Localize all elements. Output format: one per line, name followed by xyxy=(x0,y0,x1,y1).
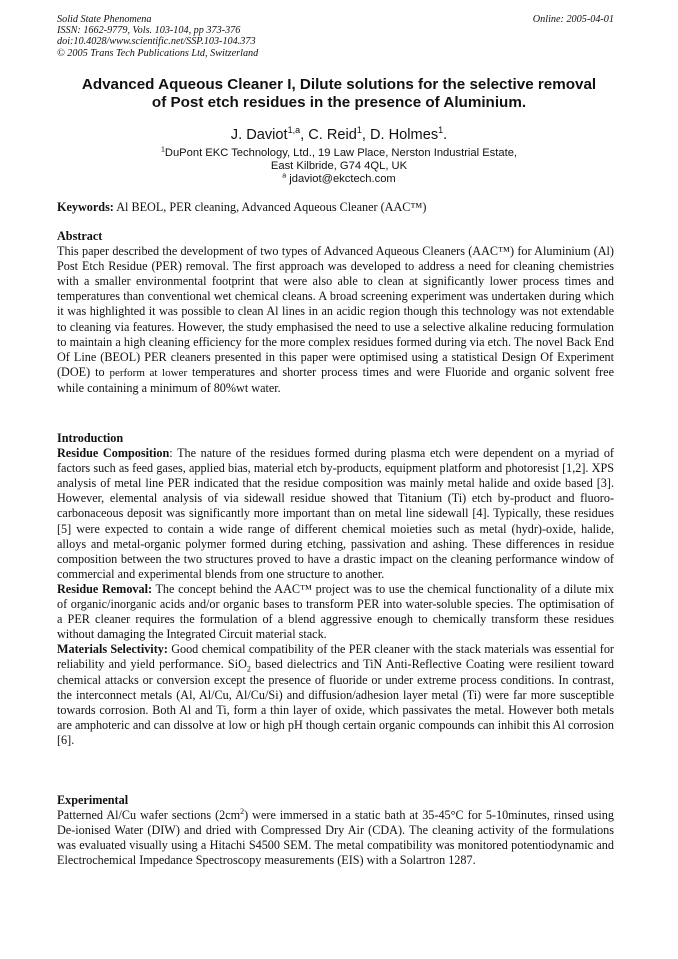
introduction-heading: Introduction xyxy=(57,431,124,445)
keywords-text: Al BEOL, PER cleaning, Advanced Aqueous Cleaner (AAC™) xyxy=(113,200,427,214)
affiliation xyxy=(40,147,638,187)
author-2: , C. Reid xyxy=(300,127,357,143)
online-date: Online: 2005-04-01 xyxy=(532,14,614,25)
journal-header xyxy=(57,14,457,59)
author-email xyxy=(40,173,638,186)
title-line-2: of Post etch residues in the presence of Aluminium. xyxy=(151,94,527,111)
keywords-label: Keywords: xyxy=(57,200,114,214)
abstract-heading: Abstract xyxy=(57,229,103,243)
residue-composition-heading: Residue Composition xyxy=(57,446,170,461)
email-address[interactable]: jdaviot@ekctech.com xyxy=(286,173,396,186)
author-3: , D. Holmes xyxy=(361,127,439,143)
experimental-paragraph: Patterned Al/Cu wafer sections $(2cm^2)$ were immersed in a static bath at 35-45°C for 5-10minutes, rinsed using De-ionised Water (DIW) and dried with Compressed Dry Air (CDA). The cleaning activity of the formulations was evaluated visually using a Hitachi S4500 SEM. The metal compatibility was monitored potentiodynamic and Electrochemical Impedance Spectroscopy measurements (EIS) with a Solartron 1287. xyxy=(57,807,614,868)
affiliation-mark: 1 xyxy=(160,146,165,154)
author-1-affil-mark: 1,a xyxy=(287,125,301,136)
paper-title xyxy=(40,76,638,112)
residue-composition-paragraph: Residue Composition: The nature of the residues formed during plasma etch were dependent on a myriad of factors such as feed gases, applied bias, material etch by-products, equipment platform and photoresist [1,2]. XPS analysis of metal line PER indicated that the residue composition was mainly metal halide and oxide based [3]. However, elemental analysis of via sidewall residue showed that Titanium (Ti) etch by-product and fluoro-carbonaceous deposit was significantly more important than on metal line sidewall [4]. Typically, these residues [5] were expected to contain a wide range of different chemical moieties such as metal (hydr)-oxide, halide, alloys and metal-organic polymer formed during etching, passivation and ashing. These differences in residue composition between the two structures proved to have a drastic impact on the cleaning performance window of commercial and experimental blends from one structure to another. xyxy=(57,446,614,581)
residue-removal-paragraph: Residue Removal: The concept behind the AAC™ project was to use the chemical functionality of a dilute mix of organic/inorganic acids and/or organic bases to transform PER into water-soluble species. The optimisation of a PER cleaner requires the formulation of a blend aggressive enough to chemically transform these residues without damaging the Integrated Circuit material stack. xyxy=(57,581,614,642)
author-1: J. Daviot xyxy=(230,127,288,143)
author-3-affil-mark: 1 xyxy=(438,125,444,136)
affiliation-line-2: East Kilbride, G74 4QL, UK xyxy=(270,160,408,173)
residue-removal-heading: Residue Removal: xyxy=(57,581,153,596)
author-list xyxy=(40,126,638,144)
experimental-section xyxy=(57,793,614,868)
materials-selectivity-heading: Materials Selectivity: xyxy=(57,642,168,657)
title-line-1: Advanced Aqueous Cleaner I, Dilute solutions for the selective removal xyxy=(81,76,597,93)
journal-doi: doi:10.4028/www.scientific.net/SSP.103-104.373 xyxy=(57,36,256,48)
keywords xyxy=(57,200,614,215)
journal-copyright: © 2005 Trans Tech Publications Ltd, Switzerland xyxy=(57,47,259,59)
experimental-heading: Experimental xyxy=(57,793,129,807)
abstract-paragraph: This paper described the development of two types of Advanced Aqueous Cleaners (AAC™) for Aluminium (Al) Post Etch Residue (PER) removal. The first approach was developed to address a need for cleaning chemistries with a smaller environmental footprint that were also able to clean at significantly lower process times and temperatures than conventional wet chemical cleans. A broad screening experiment was undertaken during which it was highlighted it was possible to clean Al lines in an acidic region though this technology was not extendable to cleaning via features. However, the study emphasised the need to use a selective alkaline reducing formulation to maintain a high cleaning efficiency for the more complex residues formed during via etch. The novel Back End Of Line (BEOL) PER cleaners presented in this paper were optimised using a statistical Design Of Experiment (DOE) to perform at lower temperatures and shorter process times and were Fluoride and organic solvent free while containing a minimum of 80%wt water. xyxy=(57,244,614,395)
journal-name: Solid State Phenomena xyxy=(57,14,152,25)
affiliation-line-1: $^1$DuPont EKC Technology, Ltd., 19 Law Place, Nerston Industrial Estate, xyxy=(160,146,518,159)
journal-issn: ISSN: 1662-9779, Vols. 103-104, pp 373-376 xyxy=(57,25,241,37)
introduction-section xyxy=(57,431,614,748)
email-mark: a xyxy=(282,172,287,180)
author-list-end: . xyxy=(443,127,448,143)
abstract-section xyxy=(57,229,614,396)
materials-selectivity-paragraph: Materials Selectivity: Good chemical compatibility of the PER cleaner with the stack materials was essential for reliability and yield performance. SiO$_2$ based dielectrics and TiN Anti-Reflective Coating were resilient toward chemical attacks or conversion except the presence of fluoride or under extreme process conditions. In contrast, the interconnect metals (Al, Al/Cu, Al/Cu/Si) and diffusion/adhesion layer metal (Ti) were far more susceptible towards corrosion. Both Al and Ti, form a thin layer of oxide, which passivates the metal. However both metals are amphoteric and can dissolve at low or high pH though certain organic compounds can inhibit this Al corrosion [6]. xyxy=(57,642,614,747)
author-2-affil-mark: 1 xyxy=(356,125,362,136)
